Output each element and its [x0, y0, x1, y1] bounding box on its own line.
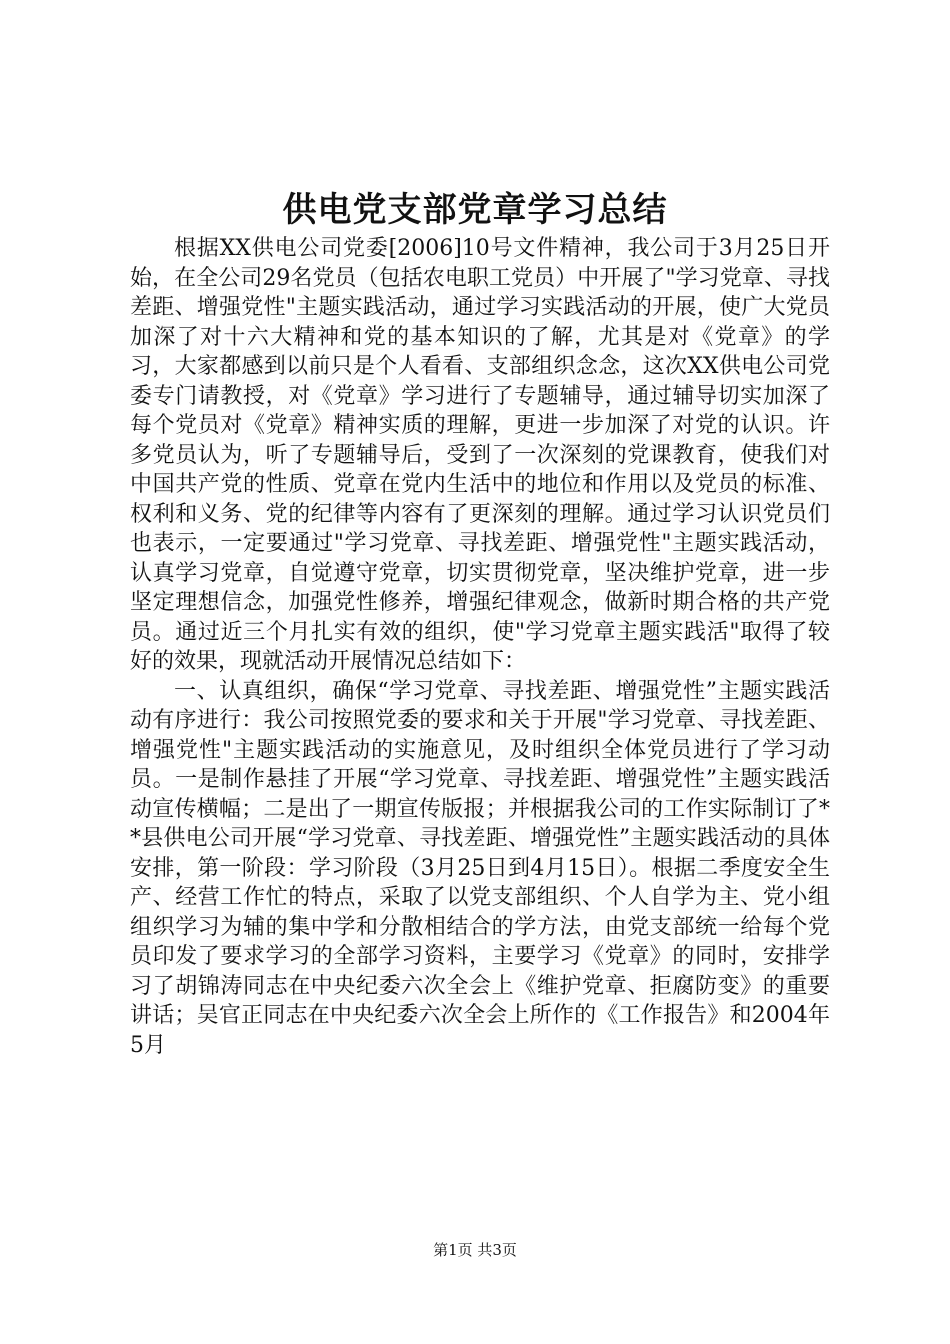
paragraph-section-one: 一、认真组织，确保“学习党章、寻找差距、增强党性”主题实践活动有序进行：我公司按照党委的要求和关于开展"学习党章、寻找差距、增强党性"主题实践活动的实施意见，及时组织全体党员进行了学习动员。一是制作悬挂了开展“学习党章、寻找差距、增强党性”主题实践活动宣传横幅；二是出了一期宣传版报；并根据我公司的工作实际制订了**县供电公司开展“学习党章、寻找差距、增强党性”主题实践活动的具体安排，第一阶段：学习阶段（3月25日到4月15日）。根据二季度安全生产、经营工作忙的特点，采取了以党支部组织、个人自学为主、党小组组织学习为辅的集中学和分散相结合的学方法，由党支部统一给每个党员印发了要求学习的全部学习资料，主要学习《党章》的同时，安排学习了胡锦涛同志在中央纪委六次全会上《维护党章、拒腐防变》的重要讲话；吴官正同志在中央纪委六次全会上所作的《工作报告》和2004年5月	[130, 678, 830, 1058]
document-title: 供电党支部党章学习总结	[282, 190, 668, 230]
document-body	[130, 234, 830, 1060]
page-footer: 第1页 共3页	[433, 1241, 517, 1259]
paragraph-intro: 根据XX供电公司党委[2006]10号文件精神，我公司于3月25日开始，在全公司29名党员（包括农电职工党员）中开展了"学习党章、寻找差距、增强党性"主题实践活动，通过学习实践活动的开展，使广大党员加深了对十六大精神和党的基本知识的了解，尤其是对《党章》的学习，大家都感到以前只是个人看看、支部组织念念，这次XX供电公司党委专门请教授，对《党章》学习进行了专题辅导，通过辅导切实加深了每个党员对《党章》精神实质的理解，更进一步加深了对党的认识。许多党员认为，听了专题辅导后，受到了一次深刻的党课教育，使我们对中国共产党的性质、党章在党内生活中的地位和作用以及党员的标准、权利和义务、党的纪律等内容有了更深刻的理解。通过学习认识党员们也表示，一定要通过"学习党章、寻找差距、增强党性"主题实践活动，认真学习党章，自觉遵守党章，切实贯彻党章，坚决维护党章，进一步坚定理想信念，加强党性修养，增强纪律观念，做新时期合格的共产党员。通过近三个月扎实有效的组织，使"学习党章主题实践活"取得了较好的效果，现就活动开展情况总结如下：	[130, 236, 830, 674]
